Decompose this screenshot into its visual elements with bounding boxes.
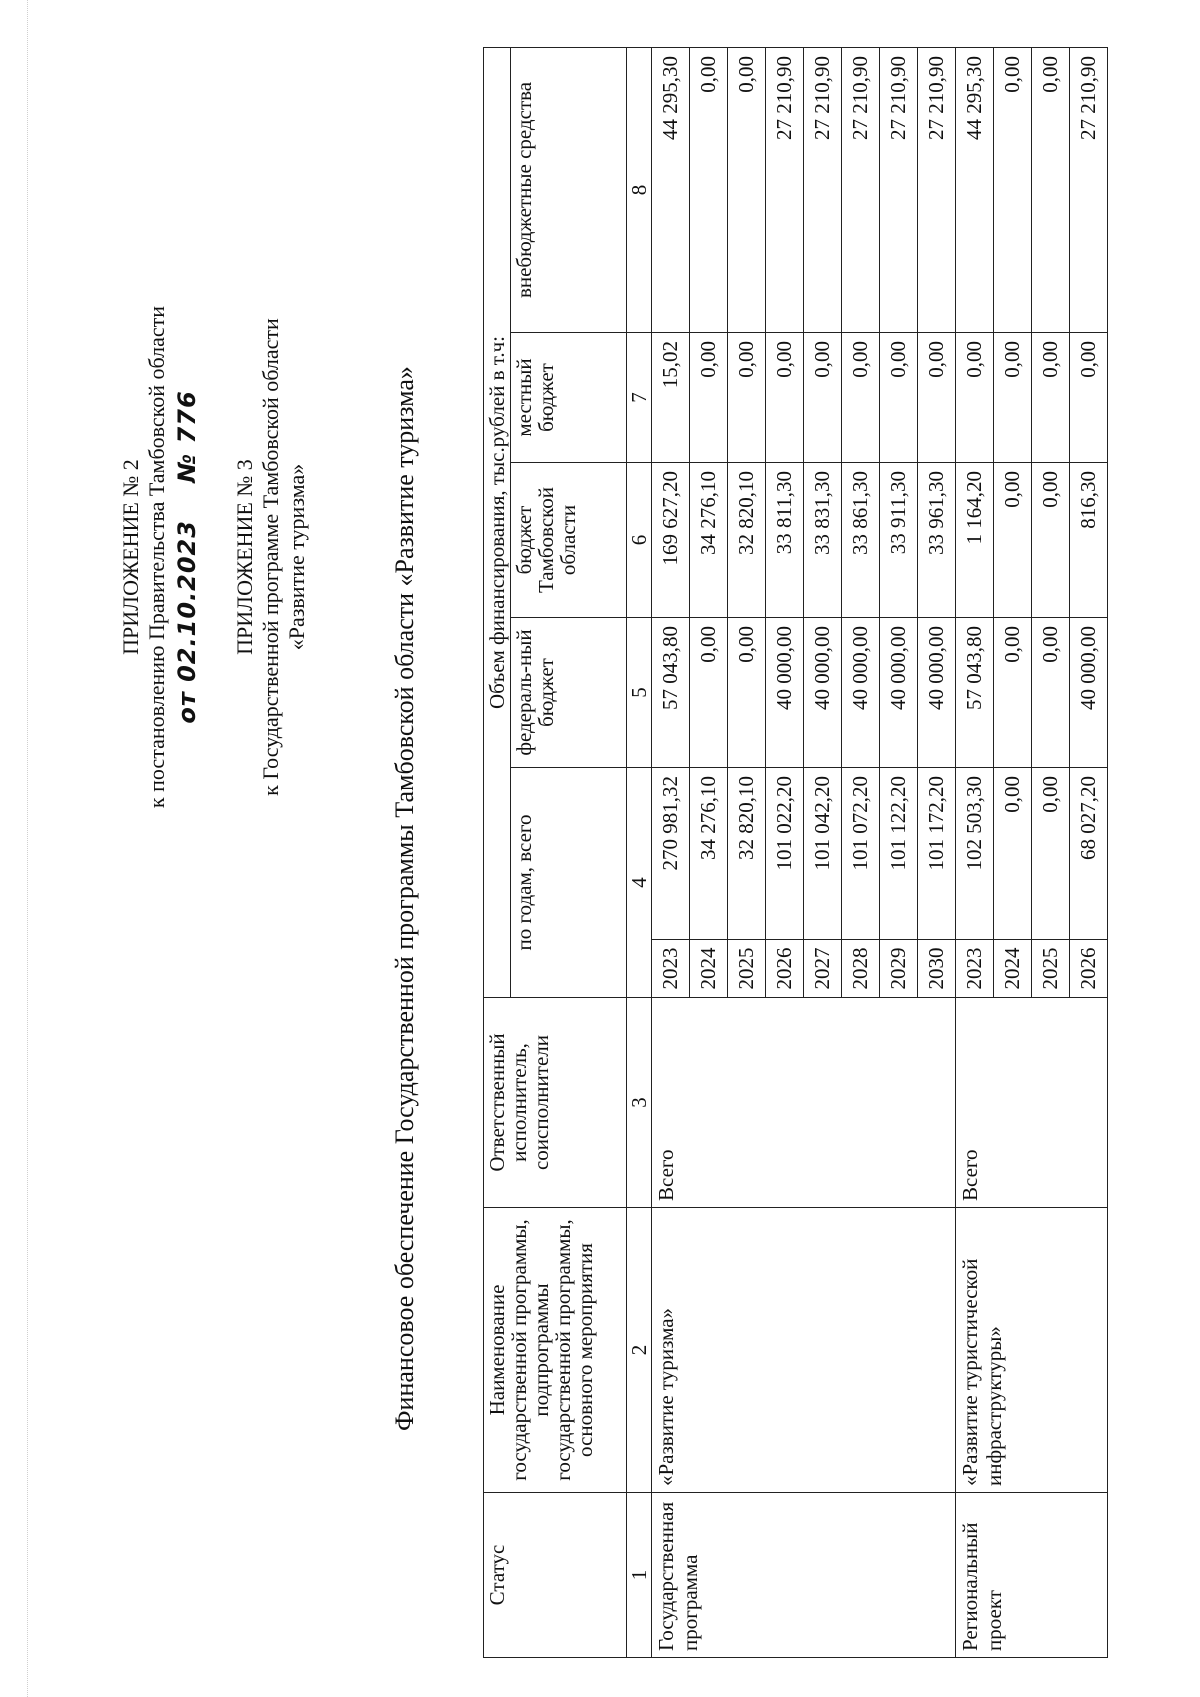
table-row [652,47,690,1657]
appendix-3-title: ПРИЛОЖЕНИЕ № 3 [232,459,257,655]
local-cell: 0,00 [804,333,842,463]
extra-cell: 44 295,30 [652,47,690,332]
federal-cell: 40 000,00 [880,618,918,768]
year-cell: 2024 [994,940,1032,998]
year-cell: 2026 [1070,940,1108,998]
local-cell: 0,00 [1070,333,1108,463]
year-cell: 2028 [842,940,880,998]
year-cell: 2025 [728,940,766,998]
regional-cell: 33 811,30 [766,463,804,618]
federal-cell: 57 043,80 [956,618,994,768]
appendix-3-header [232,287,310,827]
extra-cell: 44 295,30 [956,47,994,332]
table-body [652,47,1108,1657]
name-cell: «Развитие туристической инфраструктуры» [956,1208,1108,1493]
regional-cell: 32 820,10 [728,463,766,618]
header-volume: Объем финансирования, тыс.рублей в т.ч: [484,47,511,997]
year-cell: 2024 [690,940,728,998]
regional-cell: 34 276,10 [690,463,728,618]
document-title: Финансовое обеспечение Государственной программы Тамбовской области «Развитие туризма» [390,366,419,1431]
total-cell: 102 503,30 [956,768,994,940]
header-responsible: Ответственный исполнитель, соисполнители [484,998,627,1208]
local-cell: 0,00 [766,333,804,463]
total-cell: 32 820,10 [728,768,766,940]
extra-cell: 0,00 [728,47,766,332]
regional-cell: 169 627,20 [652,463,690,618]
extra-cell: 27 210,90 [880,47,918,332]
regional-cell: 33 911,30 [880,463,918,618]
responsible-cell: Всего [652,998,956,1208]
federal-cell: 0,00 [728,618,766,768]
regional-cell: 0,00 [994,463,1032,618]
extra-cell: 0,00 [690,47,728,332]
name-cell: «Развитие туризма» [652,1208,956,1493]
col-number: 4 [627,768,652,998]
appendix-2-subtitle: к постановлению Правительства Тамбовской области [144,305,169,809]
header-by-years: по годам, всего [511,768,627,998]
extra-cell: 27 210,90 [918,47,956,332]
total-cell: 68 027,20 [1070,768,1108,940]
regional-cell: 33 861,30 [842,463,880,618]
appendix-2-title: ПРИЛОЖЕНИЕ № 2 [118,459,143,655]
local-cell: 0,00 [918,333,956,463]
year-cell: 2027 [804,940,842,998]
regional-cell: 33 961,30 [918,463,956,618]
handwritten-number: № 776 [173,390,201,483]
total-cell: 101 072,20 [842,768,880,940]
handwritten-date: от 02.10.2023 [173,520,201,724]
column-number-row [627,47,652,1657]
local-cell: 0,00 [1032,333,1070,463]
regional-cell: 0,00 [1032,463,1070,618]
status-cell: Региональный проект [956,1493,1108,1658]
total-cell: 34 276,10 [690,768,728,940]
col-number: 7 [627,333,652,463]
col-number: 8 [627,47,652,332]
local-cell: 0,00 [728,333,766,463]
col-number: 1 [627,1493,652,1658]
extra-cell: 0,00 [1032,47,1070,332]
financing-table [483,47,1108,1658]
total-cell: 101 172,20 [918,768,956,940]
local-cell: 0,00 [956,333,994,463]
federal-cell: 40 000,00 [918,618,956,768]
federal-cell: 0,00 [994,618,1032,768]
status-cell: Государственная программа [652,1493,956,1658]
total-cell: 101 042,20 [804,768,842,940]
federal-cell: 40 000,00 [766,618,804,768]
federal-cell: 0,00 [1032,618,1070,768]
federal-cell: 40 000,00 [804,618,842,768]
header-status: Статус [484,1493,627,1658]
federal-cell: 57 043,80 [652,618,690,768]
total-cell: 101 022,20 [766,768,804,940]
total-cell: 101 122,20 [880,768,918,940]
federal-cell: 40 000,00 [1070,618,1108,768]
local-cell: 0,00 [994,333,1032,463]
federal-cell: 0,00 [690,618,728,768]
year-cell: 2030 [918,940,956,998]
col-number: 6 [627,463,652,618]
total-cell: 0,00 [1032,768,1070,940]
header-name: Наименование государственной программы, подпрограммы государственной программы, основного мероприятия [484,1208,627,1493]
regional-cell: 1 164,20 [956,463,994,618]
appendix-3-line2: «Развитие туризма» [284,463,309,651]
total-cell: 0,00 [994,768,1032,940]
col-number: 5 [627,618,652,768]
table-row [956,47,994,1657]
extra-cell: 27 210,90 [804,47,842,332]
handwritten-date-number [170,247,204,867]
col-number: 2 [627,1208,652,1493]
col-number: 3 [627,998,652,1208]
responsible-cell: Всего [956,998,1108,1208]
extra-cell: 27 210,90 [842,47,880,332]
appendix-3-line1: к Государственной программе Тамбовской области [258,318,283,796]
year-cell: 2023 [956,940,994,998]
extra-cell: 27 210,90 [766,47,804,332]
local-cell: 15,02 [652,333,690,463]
year-cell: 2025 [1032,940,1070,998]
total-cell: 270 981,32 [652,768,690,940]
year-cell: 2029 [880,940,918,998]
extra-cell: 27 210,90 [1070,47,1108,332]
header-regional: бюджет Тамбовской области [511,463,627,618]
extra-cell: 0,00 [994,47,1032,332]
appendix-2-header [118,247,204,867]
header-federal: федераль-ный бюджет [511,618,627,768]
local-cell: 0,00 [880,333,918,463]
regional-cell: 33 831,30 [804,463,842,618]
scan-edge-line [27,0,28,1697]
federal-cell: 40 000,00 [842,618,880,768]
header-extrabudget: внебюджетные средства [511,47,627,332]
local-cell: 0,00 [690,333,728,463]
regional-cell: 816,30 [1070,463,1108,618]
year-cell: 2023 [652,940,690,998]
local-cell: 0,00 [842,333,880,463]
year-cell: 2026 [766,940,804,998]
header-local: местный бюджет [511,333,627,463]
